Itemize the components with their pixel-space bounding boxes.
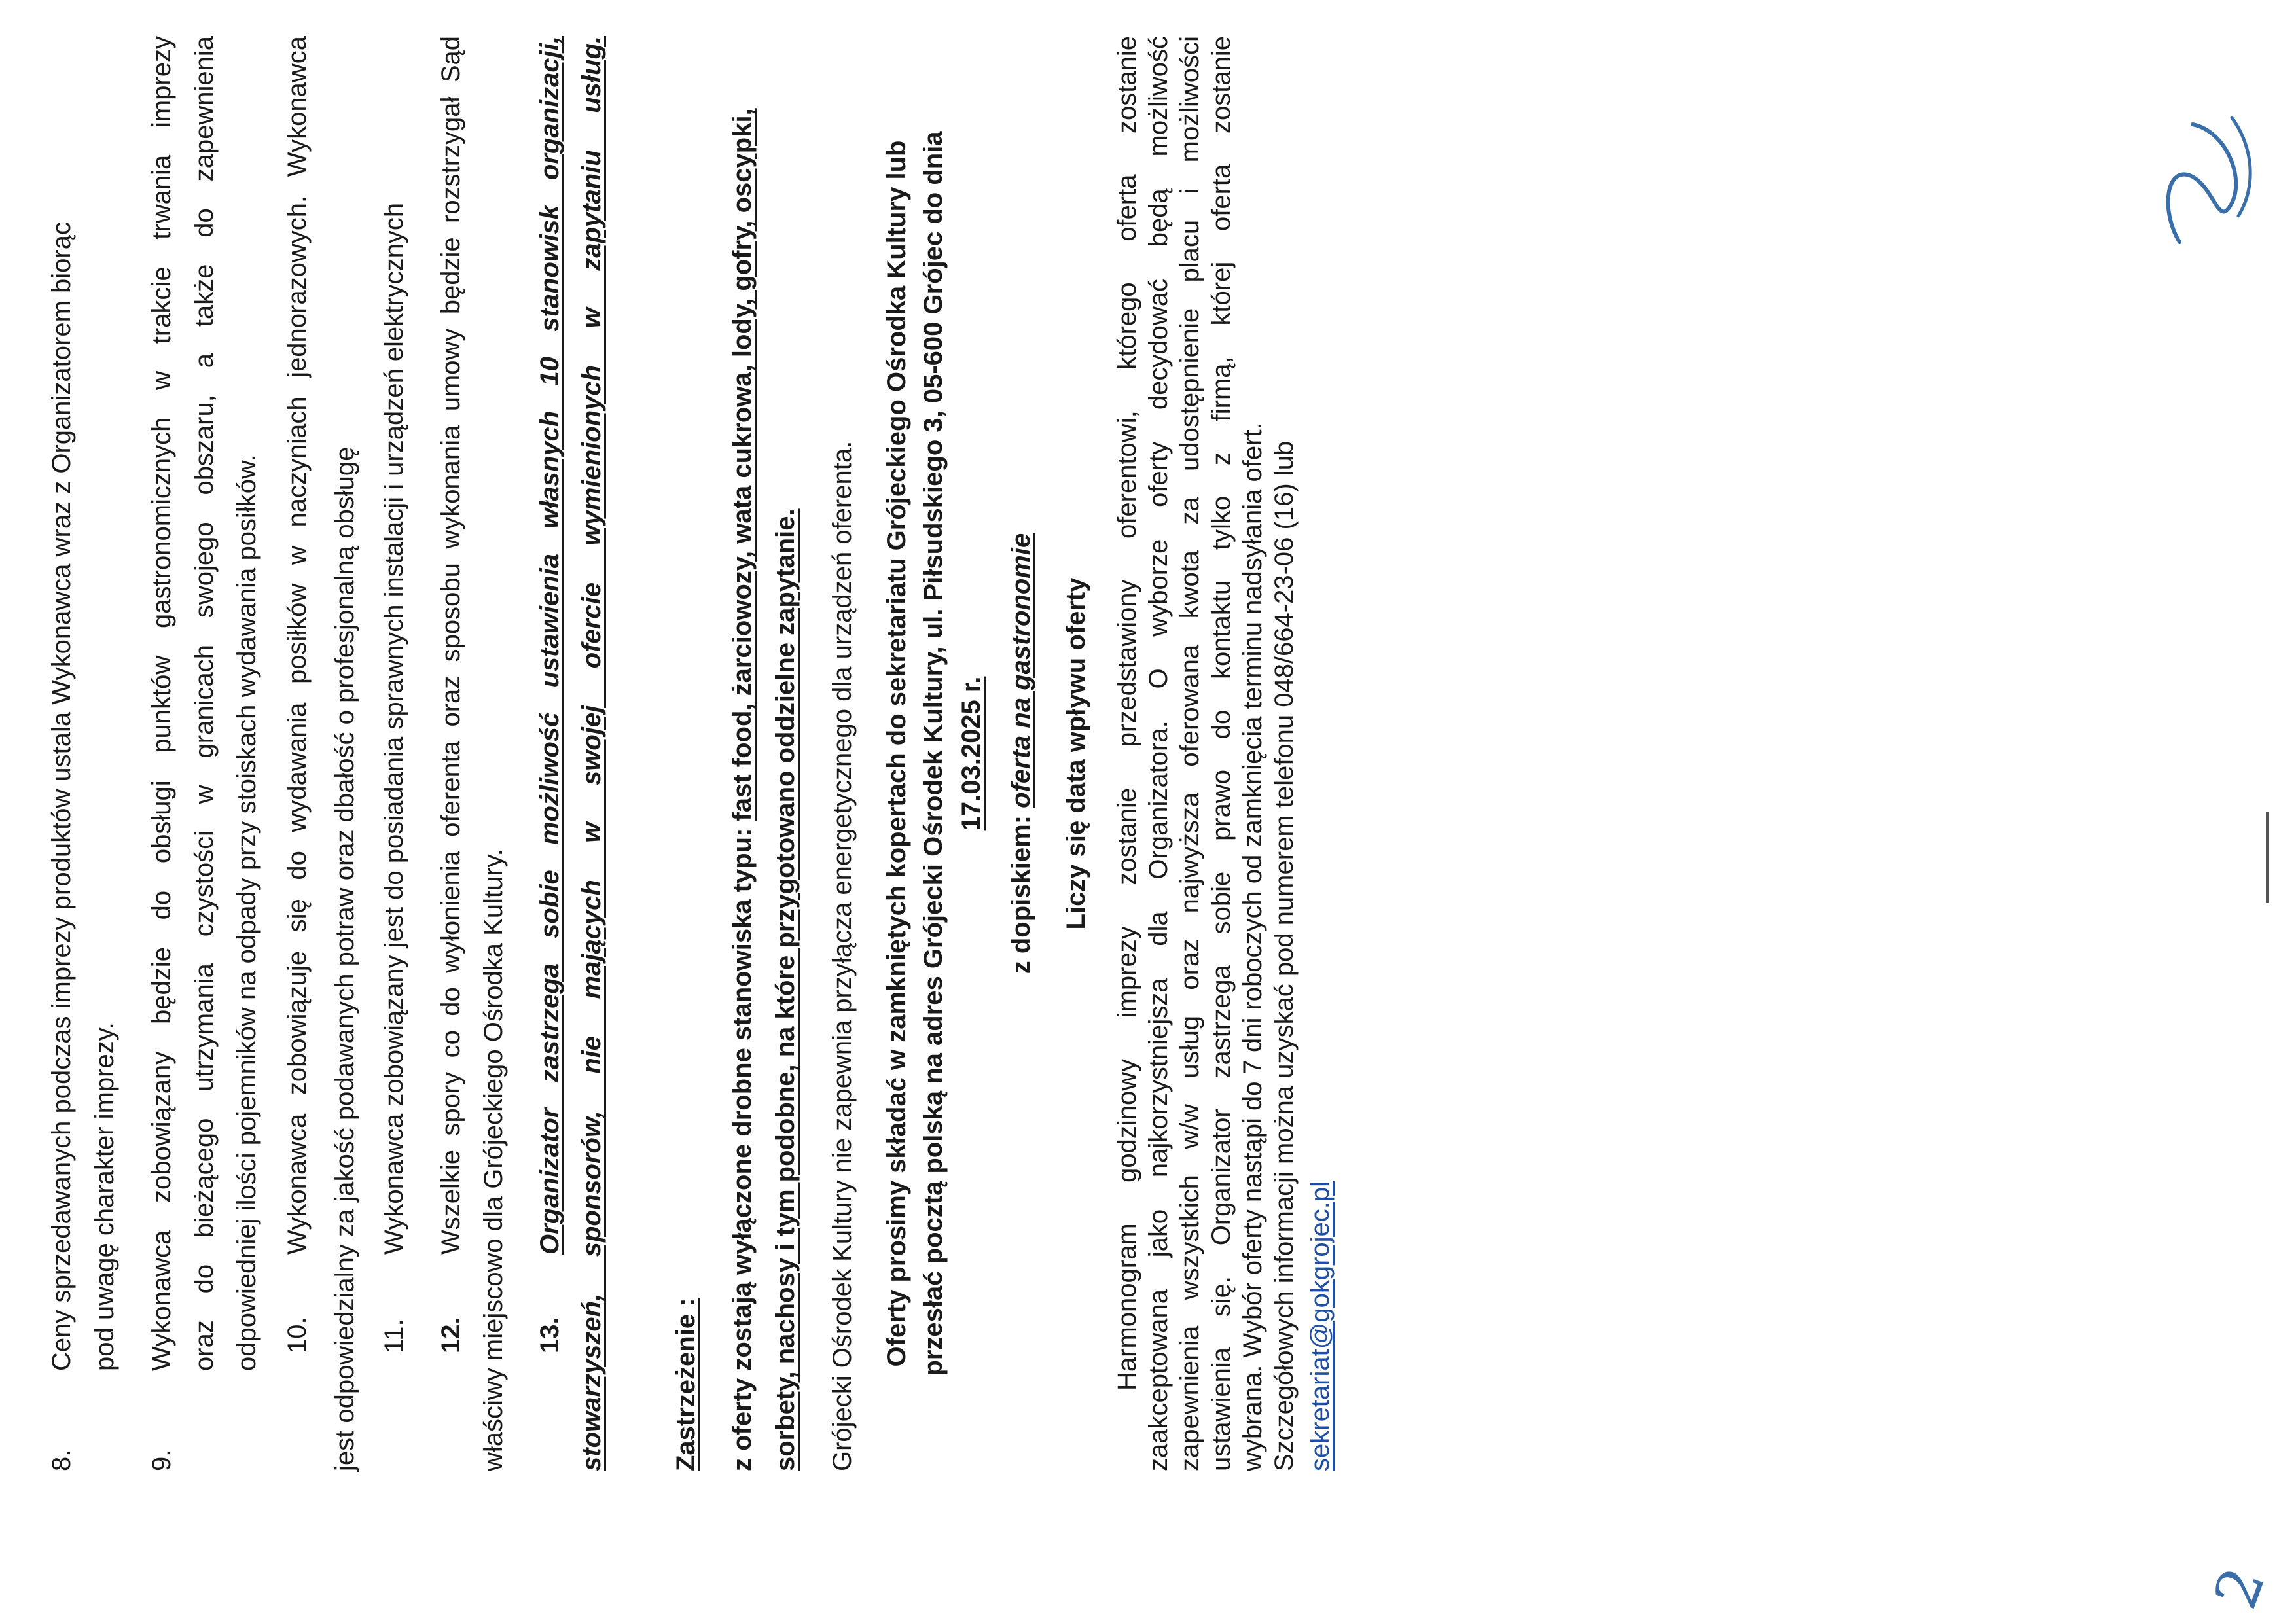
initials-signature: [2153, 105, 2265, 255]
item-text-line: Ceny sprzedawanych podczas imprezy produktów ustala Wykonawca wraz z Organizatorem biorąc: [47, 222, 76, 1371]
reservation-line: [728, 108, 757, 1471]
reservation-prefix: z oferty zostają wyłączone drobne stanowiska typu:: [728, 821, 757, 1471]
handwritten-page-number: 2: [2201, 1558, 2279, 1618]
item-text-line: Wykonawca zobowiązuje się do wydawania posiłków w naczyniach jednorazowych. Wykonawca: [283, 36, 312, 1255]
item-number: 12.: [437, 1317, 465, 1353]
reservation-items: fast food, żarciowozy, wata cukrowa, lody, gofry, oscypki,: [728, 108, 757, 821]
annotation-prefix: z dopiskiem:: [1007, 808, 1035, 974]
closing-line: zapewnienia wszystkich w/w usług oraz najwyższa oferowana kwota za udostępnienie placu i możliwości: [1175, 36, 1204, 1471]
closing-line: Harmonogram godzinowy imprezy zostanie przedstawiony oferentowi, którego oferta zostanie: [1113, 36, 1141, 1391]
item-number: 11.: [380, 1319, 408, 1353]
item-text-line: Wszelkie spory co do wyłonienia oferenta oraz sposobu wykonania umowy będzie rozstrzygał Sąd: [437, 36, 465, 1255]
closing-line: ustawienia się. Organizator zastrzega sobie prawo do kontaktu tylko z firmą, której oferta zostanie: [1207, 36, 1236, 1471]
receipt-note: Liczy się data wpływu oferty: [1062, 577, 1090, 930]
email-link[interactable]: sekretariat@gokgrojec.pl: [1306, 1181, 1335, 1471]
item-number: 8.: [47, 1449, 76, 1471]
item-text-line: pod uwagę charakter imprezy.: [90, 1022, 119, 1371]
item-text-line: Wykonawca zobowiązany jest do posiadania sprawnych instalacji i urządzeń elektrycznych: [380, 202, 408, 1255]
annotation-value: oferta na gastronomie: [1007, 533, 1035, 808]
item-text-line: oraz do bieżącego utrzymania czystości w granicach swojego obszaru, a także do zapewnienia: [190, 36, 219, 1371]
closing-line: Szczegółowych informacji można uzyskać pod numerem telefonu 048/664-23-06 (16) lub: [1270, 440, 1299, 1471]
submission-line: Oferty prosimy składać w zamkniętych kopertach do sekretariatu Grójeckiego Ośrodka Kultury lub: [882, 140, 911, 1367]
energy-note: Grójecki Ośrodek Kultury nie zapewnia przyłącza energetycznego dla urządzeń oferenta.: [828, 440, 857, 1471]
closing-line: zaakceptowana jako najkorzystniejsza dla Organizatora. O wyborze oferty decydować będą możliwość: [1144, 36, 1173, 1471]
reservation-heading: Zastrzeżenie :: [672, 1298, 700, 1471]
item-text-line: właściwy miejscowo dla Grójeckiego Ośrodka Kultury.: [479, 849, 508, 1471]
item-number: 9.: [147, 1449, 176, 1471]
item-text-line: stowarzyszeń, sponsorów, nie mających w swojej ofercie wymienionych w zapytaniu usług.: [577, 36, 606, 1471]
margin-mark: [2266, 812, 2269, 903]
reservation-line: sorbety, nachosy i tym podobne, na które przygotowano oddzielne zapytanie.: [771, 508, 800, 1471]
item-text-line: Wykonawca zobowiązany będzie do obsługi punktów gastronomicznych w trakcie trwania imprezy: [147, 36, 176, 1371]
submission-annotation: [1007, 36, 1036, 1471]
closing-line: wybrana. Wybór oferty nastąpi do 7 dni roboczych od zamknięcia terminu nadsyłania ofert.: [1238, 422, 1267, 1471]
item-text-line: Organizator zastrzega sobie możliwość ustawienia własnych 10 stanowisk organizacji,: [535, 36, 564, 1255]
item-number: 13.: [535, 1317, 564, 1353]
submission-deadline: 17.03.2025 r.: [957, 676, 986, 831]
item-text-line: odpowiedniej ilości pojemników na odpady przy stoiskach wydawania posiłków.: [232, 454, 261, 1371]
submission-line: przesłać pocztą polską na adres Grójecki Ośrodek Kultury, ul. Piłsudskiego 3, 05-600 Grójec do dnia: [919, 131, 948, 1376]
item-number: 10.: [283, 1317, 312, 1353]
item-text-line: jest odpowiedzialny za jakość podawanych potraw oraz dbałość o profesjonalną obsługę: [331, 446, 359, 1471]
